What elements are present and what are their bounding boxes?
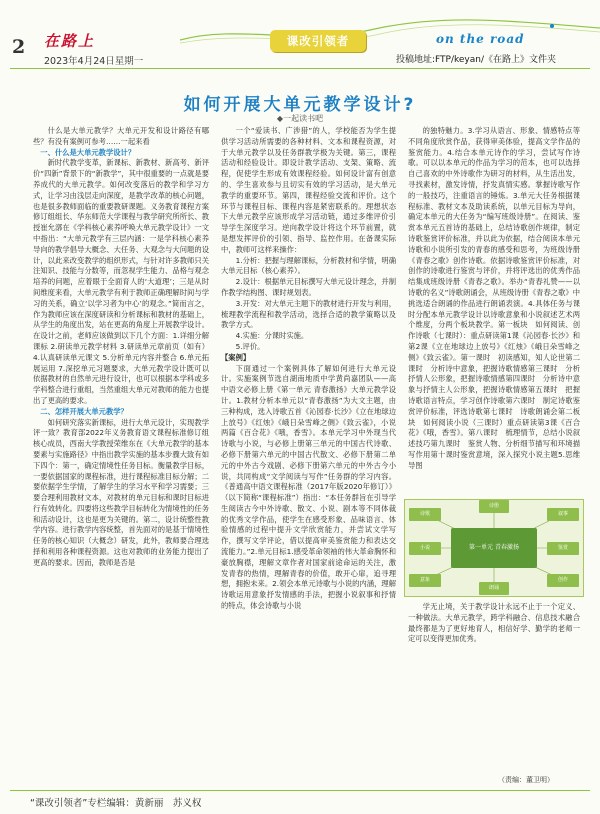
footer-editor-credit: “课改引领者”专栏编辑：黄新丽 苏义权 <box>30 798 202 809</box>
header-wave-decoration <box>180 16 600 46</box>
mind-map-center-label: 第一单元 青春激扬 <box>469 544 519 551</box>
paragraph: 学无止境，关于教学设计永远不止于一个定义、一种做法。大单元教学，跨学科融合、信息技术融合最终都是为了更好地育人，相信好学、勤学的老师一定可以变得更加优秀。 <box>408 602 580 644</box>
paragraph: 如何研究落实新课标，进行大单元设计，实现教学评一致？教育部2022年义务教育语文课程标准修订组核心成员，西南大学教授荣维东在《大单元教学的基本要素与实施路径》中指出教学实施的基本步骤大致有如下四个：第一，确定情境性任务目标。衡量教学目标，一要依据国家的课程标准，进行课程标准目标分解；二要依据学生学情，了解学生的学习水平和学习需要；三要合理利用教材文本，对教材的单元目标和课时目标进行有效转化。四要将这些教学目标转化为情境性的任务和活动设计，这也是更为关键的。第二，设计统整性教学内容。进行教学内容统整，首先面对的是基于情境性任务的核心知识（大概念）研发，此外，教师要合理选择和利用各种课程资源。这也对教师的业务能力提出了更高的要求。因而，教师是否是 <box>33 417 209 567</box>
paragraph: 3.开发：对大单元主题下的教材进行开发与利用，梳理教学流程和教学活动，选择合适的教学策略以及教学方式。 <box>221 298 396 330</box>
mind-map-node: 叙事 <box>547 508 579 521</box>
article-column-3 <box>408 126 580 494</box>
mind-map-node: 诗歌 <box>409 508 441 521</box>
mind-map-center <box>451 528 537 568</box>
article-author: ◆一起读书吧 <box>276 114 324 123</box>
article-column-1 <box>33 126 209 786</box>
paragraph: 一个“爱读书、广涉猎”的人，学校能否为学生提供学习活动所需要的各种材料、文本和课程资源，对于大单元教学以及任务群教学极为关键。第三，课程活动和经验设计。即设计教学活动、支架、策略、流程，促使学生形成有效课程经验。如何设计富有创意的、学生喜欢参与且切实有效的学习活动，是大单元教学的重要环节。第四，课程经验交流和评价。这个环节与课程目标、课程内容是紧密联系的。理想状态下大单元教学应该形成学习活动链，通过多维评价引导学生深度学习。逆向教学设计将这个环节前置，就是想发挥评价的引领、指导、监控作用。在备课实际中，教师可这样来操作： <box>221 126 396 254</box>
article-conclusion <box>408 602 580 772</box>
mind-map-node: 诗册 <box>479 500 509 513</box>
column-logo: 课改引领者 <box>270 30 366 52</box>
paragraph: 4.实施：分课时实施。 <box>235 331 309 341</box>
on-the-road-logo: on the road <box>436 32 525 46</box>
mind-map-node: 鉴赏 <box>547 542 579 555</box>
paper-name: 在路上 <box>44 32 96 50</box>
editor-credit: （责编：董卫明） <box>498 776 554 784</box>
paragraph: 的独特魅力。3.学习从语言、形象、情感特点等不同角度欣赏作品，获得审美体验，提高文学作品的鉴赏能力。4.结合本单元诗作的学习，尝试写作诗歌。可以以本单元的作品为学习的范本，也可以选择自己喜欢的中外诗歌作为研习的材料，从生活出发，寻找素材，激发诗情，抒发真情实感。掌握诗歌写作的一般技巧，注重语言的锤炼。3.单元大任务根据课程标准、教材文本及助读系统，以单元目标为导向，确定本单元的大任务为“编写班级诗册”。在阅读、鉴赏本单元五首诗的基础上，总结诗歌创作规律，制定诗歌鉴赏评价标准，并以此为依据，结合阅读本单元诗歌和小说所引发的青春的感受和思考，为班级诗册《青春之歌》创作诗歌。依据诗歌鉴赏评价标准，对创作的诗歌进行鉴赏与评价，并将评选出的优秀作品结集成班级诗册《青春之歌》。举办“青春礼赞——以诗歌的名义”诗歌朗诵会，从班级诗册《青春之歌》中挑选适合朗诵的作品进行朗诵表演。4.具体任务与课时分配本单元教学设计以诗歌意象和小说叙述艺术两个维度，分两个板块教学。第一板块 如何阅读、创作诗歌（七课时）：重点研读第1课《沁园春·长沙》和第2课《立在地球边上放号》《红烛》《峨日朵雪峰之侧》《致云雀》。第一课时 初读感知，知人论世第二课时 分析诗中意象，把握诗歌情感第三课时 分析抒情人公形象，把握诗歌情感第四课时 分析诗中意象与抒情主人公形象，把握诗歌情感第五课时 把握诗歌语言特点，学习创作诗歌第六课时 制定诗歌鉴赏评价标准，评选诗歌第七课时 诗歌朗诵会第二板块 如何阅读小说（三课时）重点研读第3课《百合花》《哦，香雪》。第八课时 梳理情节，总结小说叙述技巧第九课时 鉴赏人物、分析细节描写和环境描写作用第十课时鉴赏意境，深入探究小说主题5.思维导图 <box>408 126 580 470</box>
mind-map-node: 创作 <box>547 574 579 587</box>
paragraph: 新时代教学变革，新课标、新教材、新高考、新评价“四新”背景下的“新教学”，其中很重要的一点就是要养成代的大单元教学。如何改变落后的教学和学习方式，让学习由浅层走向深度，是教学改革的核心问题，也是很多教师面临的重要教研课题。义务教育课程方案修订组组长、华东师范大学课程与教学研究所所长、教授崔允漷在《学科核心素养呼唤大单元教学设计》一文中指出：“大单元教学有三层内涵：一是学科核心素养导向的教学倡导大概念、大任务、大观念与大问题的设计，以此来改变教学的组织形式，与针对许多教师只关注知识、技能与分数等，而忽视学生能力、品格与观念培养的问题，应着眼于全面育人的‘大道理’；三是从时间维度来看，大单元教学有利于教师正确理解时间与学习的关系，确立‘以学习者为中心’的观念。”简而言之，作为教师应该在深度研读和分析课标和教材的基础上，从学生的角度出发，站在更高的角度上开展教学设计。在设计之前，老师应该做到以下几个方面：1.详细分解课标 2.研读单元教学材料 3.研读单元章前页（如有）4.认真研读单元课文 5.分析单元内容并整合 6.单元拓展运用 7.深挖单元习题要求，大单元教学设计既可以依据教材的自然单元进行设计，也可以根据本学科或多学科整合进行重组，当然重组大单元对教师的能力也提出了更高的要求。 <box>33 158 209 405</box>
section-heading: 二、怎样开展大单元教学？ <box>40 406 128 416</box>
paragraph: 2.设计：根据单元目标撰写大单元设计理念，并制作教学结构图、课时规划表。 <box>221 277 396 297</box>
mind-map-node: 意象 <box>409 574 441 587</box>
mind-map-diagram <box>404 499 584 597</box>
paragraph: 1.分析：把握与理解课标，分析教材和学情，明确大单元目标（核心素养）。 <box>221 255 396 276</box>
submission-address: 投稿地址:FTP/keyan/《在路上》文件夹 <box>396 55 557 65</box>
paragraph: 下面通过一个案例具体了解如何进行大单元设计。实施案例节选自湖南地质中学黄尚嘉团队——高中语文必修上册《第一单元 青春激扬》大单元教学设计。1.教材分析本单元以“青春激扬”为大文主题，由三种构成，选入诗歌五首《沁园春·长沙》《立在地球边上放号》《红烛》《峨日朵雪峰之侧》《致云雀》，小说两篇《百合花》《哦，香雪》。本单元学习中外现当代诗歌与小说，与必修上册第三单元的中国古代诗歌、必修下册第六单元的中国古代散文、必修下册第二单元的中外古今戏剧、必修下册第六单元的中外古今小说，共同构成“文学阅读与写作”任务群的学习内容。《普通高中语文课程标准（2017年版2020年修订）》（以下简称“课程标准”）指出：“本任务群旨在引导学生阅读古今中外诗歌、散文、小说、剧本等不同体裁的优秀文学作品，使学生在感受形象、品味语言、体验情感的过程中提升文学欣赏能力，并尝试文学写作，撰写文学评论，借以提高审美鉴赏能力和表达交流能力。”2.单元目标1.感受革命领袖的伟大革命胸怀和豪放胸襟，理解文章作者对国家前途命运的关注，激发青春的热情，理解青春的价值，敢开心扉，追寻理想，拥抱未来。2.领会本单元诗歌与小说的内涵，理解诗歌运用意象抒发情感的手法，把握小说叙事和抒情的特点，体会诗歌与小说 <box>221 363 396 611</box>
paragraph: 什么是大单元教学？大单元开发和设计路径有哪些？有没有案例可参考……一起来看 <box>33 126 209 146</box>
article-column-2 <box>221 126 396 786</box>
issue-date: 2023年4月24日星期一 <box>44 56 144 67</box>
page-number: 2 <box>12 36 26 58</box>
case-label: 【案例】 <box>221 352 251 362</box>
mind-map-node: 小说 <box>409 542 441 555</box>
paragraph: 5.评价。 <box>235 341 265 351</box>
footer-divider <box>10 790 590 791</box>
page-header <box>0 0 600 78</box>
mind-map-node: 朗诵 <box>479 582 509 595</box>
article-title: 如何开展大单元教学设计? <box>183 95 417 115</box>
section-heading: 一、什么是大单元教学设计？ <box>40 147 136 157</box>
header-divider <box>10 68 590 69</box>
